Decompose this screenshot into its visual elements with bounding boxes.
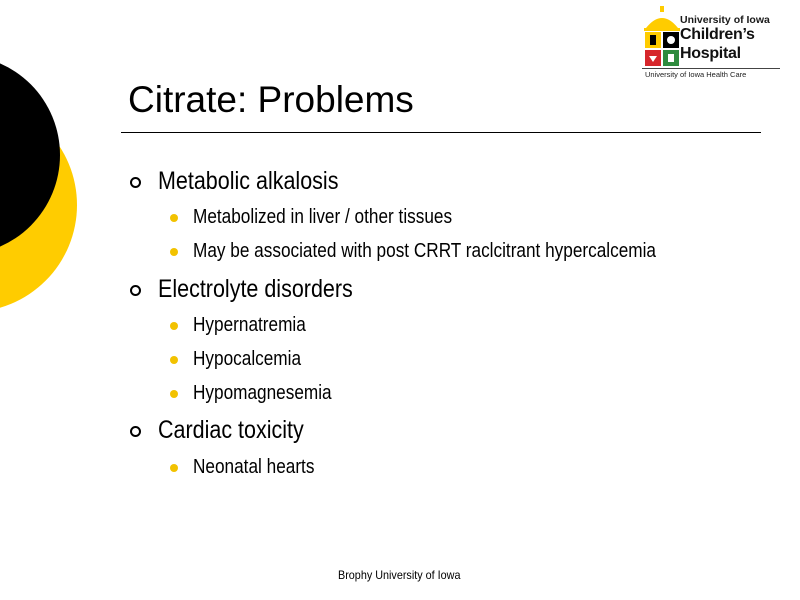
logo-divider [642, 68, 780, 69]
sub-bullet-neonatal-hearts: Neonatal hearts [193, 456, 315, 478]
logo-tagline: University of Iowa Health Care [645, 70, 747, 79]
hollow-bullet-icon [130, 177, 141, 188]
yellow-bullet-icon [170, 322, 178, 330]
sub-bullet-metabolized: Metabolized in liver / other tissues [193, 206, 453, 228]
logo-childrens-text: Children’s [680, 26, 755, 43]
hollow-bullet-icon [130, 285, 141, 296]
decorative-circles [0, 0, 100, 330]
bullet-cardiac-toxicity: Cardiac toxicity [158, 416, 304, 444]
logo-hospital-text: Hospital [680, 45, 741, 62]
hollow-bullet-icon [130, 426, 141, 437]
logo-university-text: University of Iowa [680, 14, 770, 26]
yellow-bullet-icon [170, 356, 178, 364]
bullet-metabolic-alkalosis: Metabolic alkalosis [158, 167, 339, 195]
childrens-hospital-logo-icon [642, 6, 682, 68]
yellow-bullet-icon [170, 464, 178, 472]
sub-bullet-hypernatremia: Hypernatremia [193, 314, 306, 336]
sub-bullet-hypocalcemia: Hypocalcemia [193, 348, 302, 370]
title-divider [121, 132, 761, 133]
yellow-bullet-icon [170, 390, 178, 398]
sub-bullet-crrt: May be associated with post CRRT raclcitrant hypercalcemia [193, 240, 657, 262]
sub-bullet-hypomagnesemia: Hypomagnesemia [193, 382, 332, 404]
slide-footer: Brophy University of Iowa [338, 568, 461, 582]
yellow-bullet-icon [170, 214, 178, 222]
bullet-electrolyte-disorders: Electrolyte disorders [158, 275, 353, 303]
yellow-bullet-icon [170, 248, 178, 256]
hospital-logo [640, 4, 788, 82]
slide-title: Citrate: Problems [128, 79, 414, 120]
